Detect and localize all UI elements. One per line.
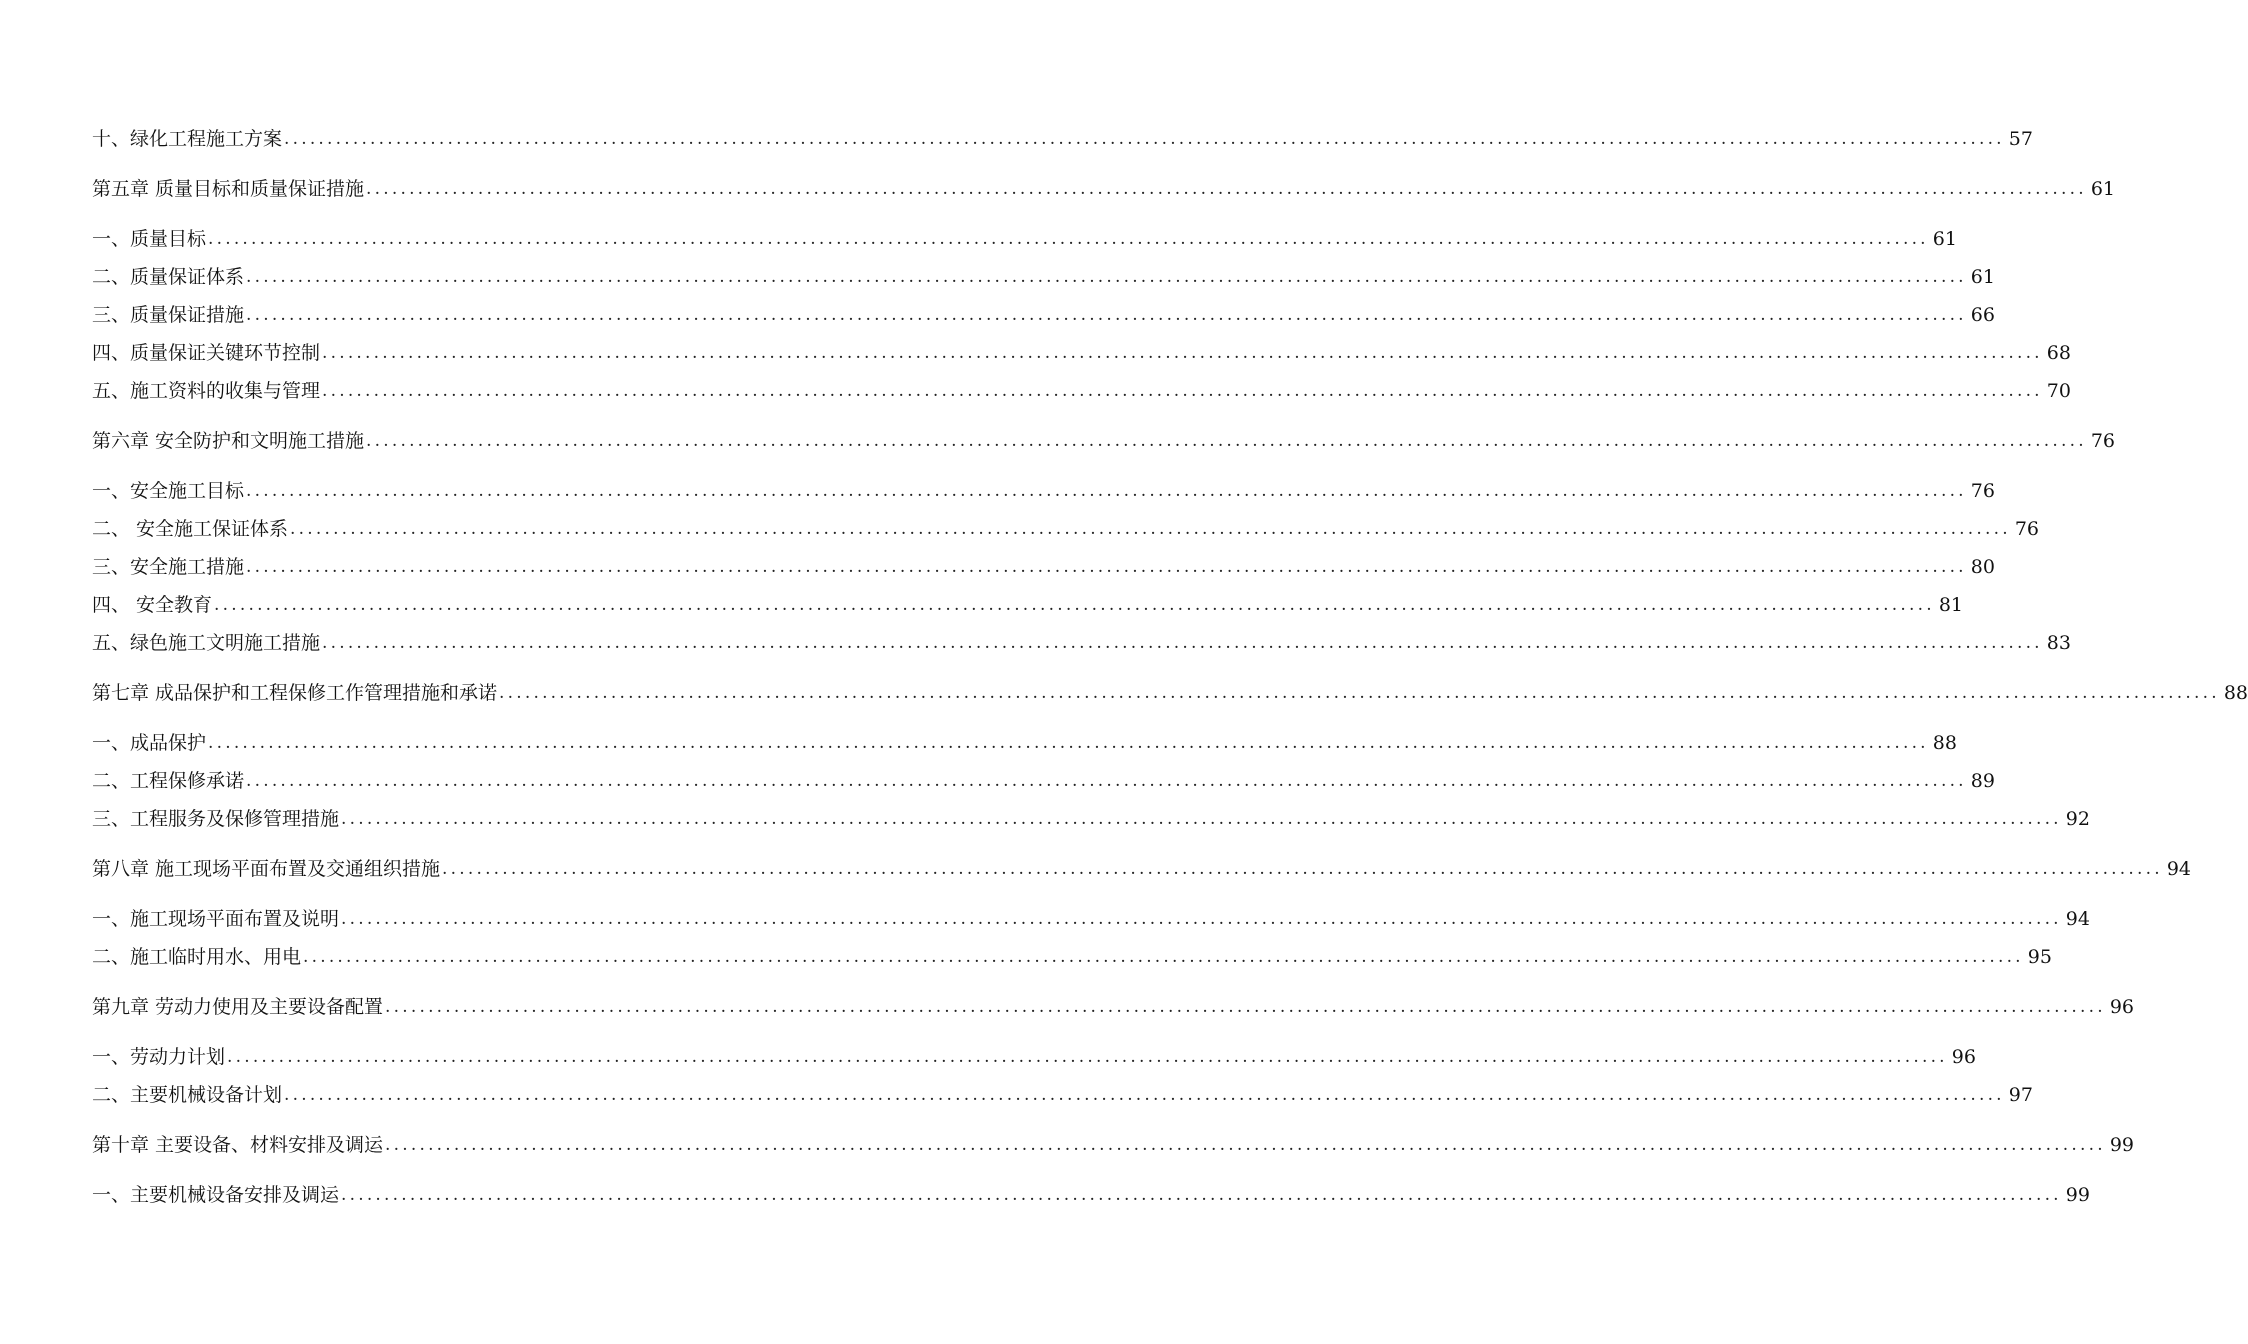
toc-entry-title: 第十章 主要设备、材料安排及调运 <box>92 1134 384 1156</box>
toc-leader-dots: ........................................................................................................................................................................................................ <box>214 595 1935 615</box>
toc-page-number: 88 <box>2223 682 2248 704</box>
toc-entry[interactable] <box>92 424 2115 454</box>
toc-page-number: 96 <box>2109 996 2134 1018</box>
toc-page-number: 61 <box>2090 178 2115 200</box>
toc-entry-title: 第九章 劳动力使用及主要设备配置 <box>92 996 384 1018</box>
toc-entry-title: 四、 安全教育 <box>92 594 213 616</box>
toc-leader-dots: ........................................................................................................................................................................................................ <box>303 947 2024 967</box>
toc-entry[interactable] <box>92 902 2090 932</box>
toc-entry-title: 二、质量保证体系 <box>92 266 245 288</box>
toc-leader-dots: ........................................................................................................................................................................................................ <box>341 1185 2062 1205</box>
toc-leader-dots: ........................................................................................................................................................................................................ <box>322 633 2043 653</box>
toc-leader-dots: ........................................................................................................................................................................................................ <box>385 1135 2106 1155</box>
toc-page-number: 76 <box>2090 430 2115 452</box>
toc-entry[interactable] <box>92 1178 2090 1208</box>
toc-leader-dots: ........................................................................................................................................................................................................ <box>322 381 2043 401</box>
toc-leader-dots: ........................................................................................................................................................................................................ <box>208 733 1929 753</box>
toc-page-number: 94 <box>2065 908 2090 930</box>
toc-leader-dots: ........................................................................................................................................................................................................ <box>341 909 2062 929</box>
toc-leader-dots: ........................................................................................................................................................................................................ <box>246 557 1967 577</box>
toc-entry-title: 二、 安全施工保证体系 <box>92 518 289 540</box>
toc-entry-title: 五、施工资料的收集与管理 <box>92 380 321 402</box>
toc-leader-dots: ........................................................................................................................................................................................................ <box>246 267 1967 287</box>
toc-leader-dots: ........................................................................................................................................................................................................ <box>227 1047 1948 1067</box>
toc-entry[interactable] <box>92 726 1957 756</box>
toc-entry-title: 四、质量保证关键环节控制 <box>92 342 321 364</box>
toc-entry[interactable] <box>92 512 2039 542</box>
toc-page-number: 76 <box>2014 518 2039 540</box>
toc-leader-dots: ........................................................................................................................................................................................................ <box>366 179 2087 199</box>
toc-leader-dots: ........................................................................................................................................................................................................ <box>385 997 2106 1017</box>
toc-page-number: 99 <box>2109 1134 2134 1156</box>
toc-entry[interactable] <box>92 1040 1976 1070</box>
toc-entry[interactable] <box>92 172 2115 202</box>
toc-entry-title: 一、质量目标 <box>92 228 207 250</box>
toc-page-number: 76 <box>1970 480 1995 502</box>
toc-entry-title: 第六章 安全防护和文明施工措施 <box>92 430 365 452</box>
toc-entry[interactable] <box>92 588 1963 618</box>
toc-leader-dots: ........................................................................................................................................................................................................ <box>246 305 1967 325</box>
toc-entry-title: 一、安全施工目标 <box>92 480 245 502</box>
toc-entry[interactable] <box>92 374 2071 404</box>
toc-leader-dots: ........................................................................................................................................................................................................ <box>322 343 2043 363</box>
toc-page-number: 96 <box>1951 1046 1976 1068</box>
toc-entry[interactable] <box>92 990 2134 1020</box>
toc-page-number: 95 <box>2027 946 2052 968</box>
toc-entry-title: 第七章 成品保护和工程保修工作管理措施和承诺 <box>92 682 498 704</box>
toc-leader-dots: ........................................................................................................................................................................................................ <box>290 519 2011 539</box>
toc-leader-dots: ........................................................................................................................................................................................................ <box>208 229 1929 249</box>
toc-leader-dots: ........................................................................................................................................................................................................ <box>499 683 2220 703</box>
toc-page-number: 57 <box>2008 128 2033 150</box>
toc-page-number: 83 <box>2046 632 2071 654</box>
toc-entry-title: 第五章 质量目标和质量保证措施 <box>92 178 365 200</box>
toc-entry[interactable] <box>92 474 1995 504</box>
toc-entry-title: 一、主要机械设备安排及调运 <box>92 1184 340 1206</box>
toc-entry-title: 一、劳动力计划 <box>92 1046 226 1068</box>
toc-entry-title: 十、绿化工程施工方案 <box>92 128 283 150</box>
toc-page-number: 81 <box>1938 594 1963 616</box>
toc-page-number: 80 <box>1970 556 1995 578</box>
toc-entry-title: 第八章 施工现场平面布置及交通组织措施 <box>92 858 441 880</box>
toc-page-number: 97 <box>2008 1084 2033 1106</box>
toc-entry[interactable] <box>92 852 2191 882</box>
toc-entry[interactable] <box>92 222 1957 252</box>
toc-leader-dots: ........................................................................................................................................................................................................ <box>284 1085 2005 1105</box>
toc-entry-title: 三、工程服务及保修管理措施 <box>92 808 340 830</box>
toc-page-number: 89 <box>1970 770 1995 792</box>
toc-entry[interactable] <box>92 550 1995 580</box>
toc-page-number: 61 <box>1970 266 1995 288</box>
toc-entry-title: 二、施工临时用水、用电 <box>92 946 302 968</box>
toc-page-number: 99 <box>2065 1184 2090 1206</box>
toc-entry[interactable] <box>92 260 1995 290</box>
toc-entry-title: 一、施工现场平面布置及说明 <box>92 908 340 930</box>
toc-leader-dots: ........................................................................................................................................................................................................ <box>341 809 2062 829</box>
toc-page-number: 88 <box>1932 732 1957 754</box>
toc-leader-dots: ........................................................................................................................................................................................................ <box>284 129 2005 149</box>
toc-leader-dots: ........................................................................................................................................................................................................ <box>246 771 1967 791</box>
toc-page-number: 94 <box>2166 858 2191 880</box>
toc-page-number: 92 <box>2065 808 2090 830</box>
toc-page-number: 66 <box>1970 304 1995 326</box>
toc-entry[interactable] <box>92 298 1995 328</box>
toc-entry-title: 二、主要机械设备计划 <box>92 1084 283 1106</box>
toc-entry[interactable] <box>92 764 1995 794</box>
toc-leader-dots: ........................................................................................................................................................................................................ <box>442 859 2163 879</box>
toc-leader-dots: ........................................................................................................................................................................................................ <box>246 481 1967 501</box>
toc-entry[interactable] <box>92 1078 2033 1108</box>
toc-entry[interactable] <box>92 940 2052 970</box>
toc-entry[interactable] <box>92 626 2071 656</box>
toc-entry[interactable] <box>92 122 2033 152</box>
toc-entry-title: 五、绿色施工文明施工措施 <box>92 632 321 654</box>
toc-page-number: 68 <box>2046 342 2071 364</box>
toc-entry[interactable] <box>92 336 2071 366</box>
toc-entry[interactable] <box>92 802 2090 832</box>
toc-entry-title: 三、质量保证措施 <box>92 304 245 326</box>
toc-entry[interactable] <box>92 1128 2134 1158</box>
toc-entry-title: 一、成品保护 <box>92 732 207 754</box>
toc-leader-dots: ........................................................................................................................................................................................................ <box>366 431 2087 451</box>
toc-entry-title: 二、工程保修承诺 <box>92 770 245 792</box>
toc-entry-title: 三、安全施工措施 <box>92 556 245 578</box>
toc-page-number: 70 <box>2046 380 2071 402</box>
toc-entry[interactable] <box>92 676 2248 706</box>
toc-page-number: 61 <box>1932 228 1957 250</box>
